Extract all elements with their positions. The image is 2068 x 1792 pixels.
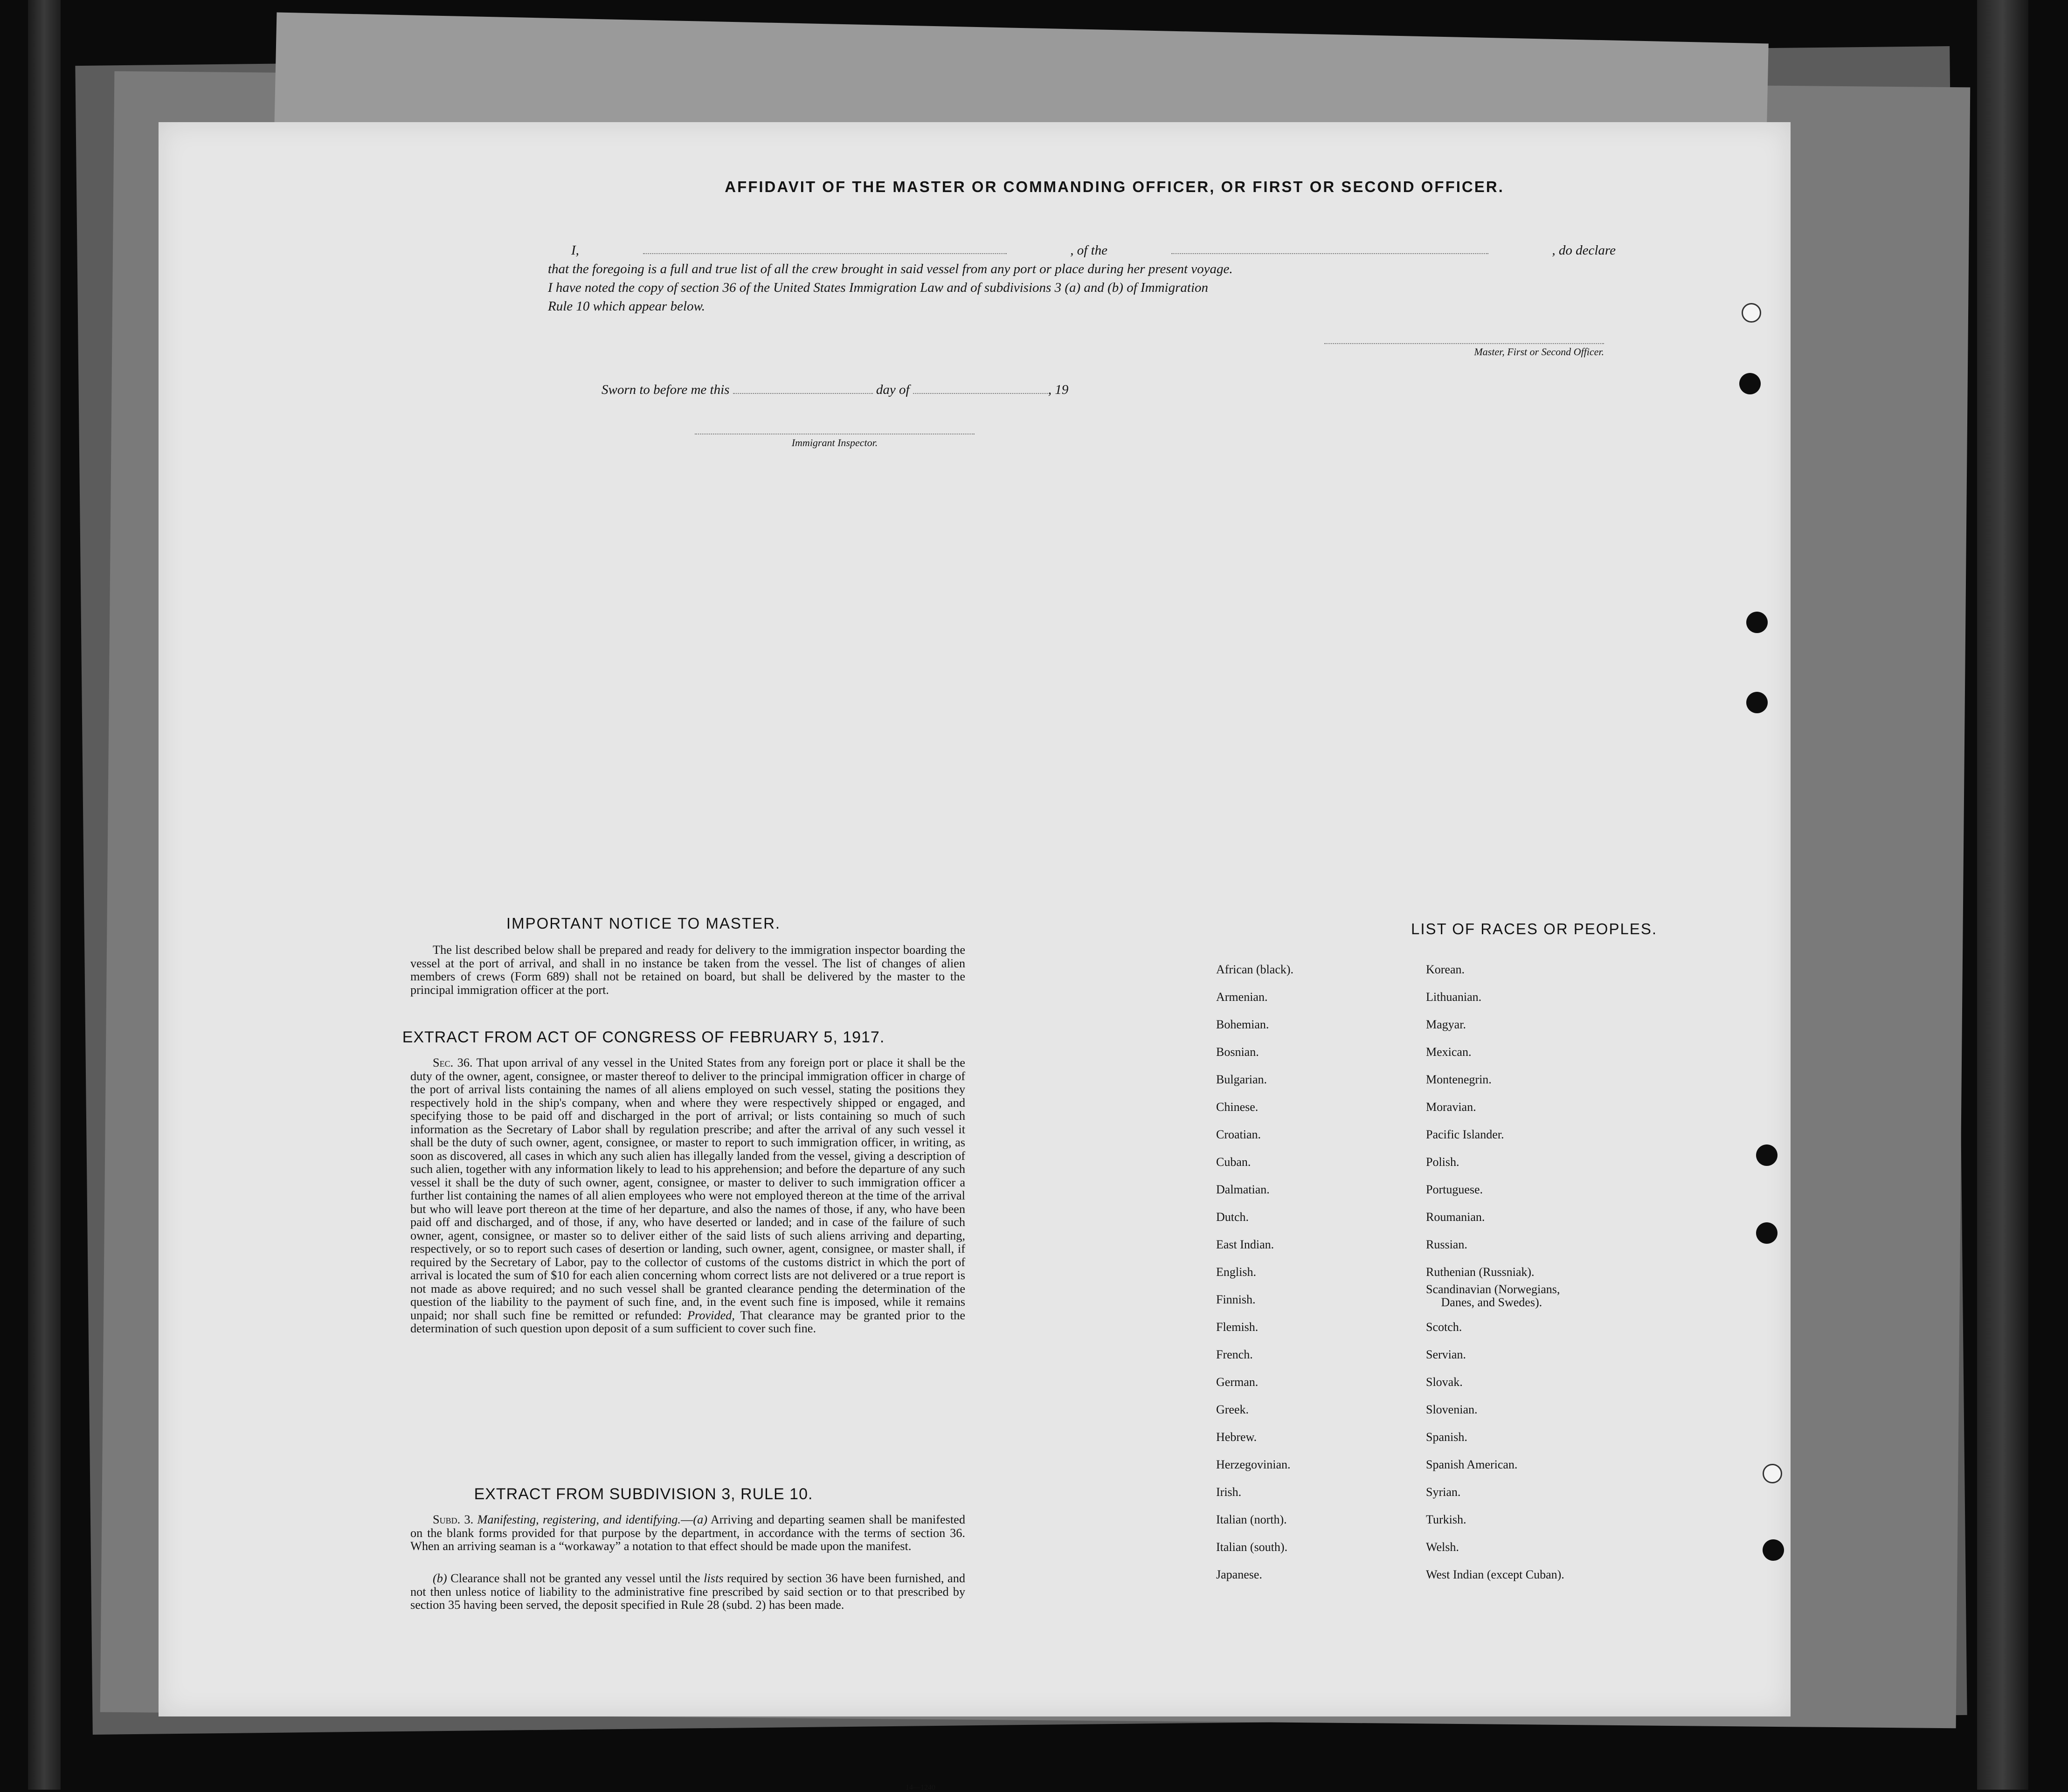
rule-extract-title: EXTRACT FROM SUBDIVISION 3, RULE 10. (474, 1485, 813, 1503)
race-item: Moravian. (1426, 1100, 1476, 1114)
race-item: Italian (south). (1216, 1540, 1288, 1554)
subd-b-body-end: required by section 36 have been furnished, and not then unless notice of liability to the administrative fine prescribed by said section or to that prescribed by section 35 having been served, the deposit specified in Rule 28 (subd. 2) has been made. (410, 1571, 966, 1612)
race-item: Finnish. (1216, 1293, 1256, 1306)
section-36-body: That upon arrival of any vessel in the United States from any foreign port or place it shall be the duty of the owner, agent, consignee, or master thereof to deliver to the principal immigration officer in charge of the port of arrival lists containing the names of all aliens employed on such vessel, stating the positions they respectively hold in the ship's company, when and where they were respectively shipped or engaged, and specifying those to be paid off and discharged in the port of arrival; or lists containing so much of such information as the Secretary of Labor shall by regulation prescribe; and after the arrival of any such vessel it shall be the duty of such owner, agent, consignee, or master to report to such immigration officer, in writing, as soon as discovered, all cases in which any such alien has illegally landed from the vessel, giving a description of such alien, together with any information likely to lead to his apprehension; and before the departure of any such vessel it shall be the duty of such owner, agent, consignee, or master to deliver to such immigration officer a further list containing the names of all alien employees who were not employed thereon at the time of the arrival but who will leave port thereon at the time of her departure, and also the names of those, if any, who have been paid off and discharged, and of those, if any, who have deserted or landed; and in case of the failure of such owner, agent, consignee, or master so to deliver either of the said lists of such aliens arriving and departing, respectively, or so to report such cases of desertion or landing, such owner, agent, consignee, or master shall, if required by the Secretary of Labor, pay to the collector of customs of the customs district in which the port of arrival is located the sum of $10 for each alien concerning whom correct lists are not delivered or a true report is not made as above required; and no such vessel shall be granted clearance pending the determination of the question of the liability to the payment of such fine, and, in the event such fine is imposed, while it remains unpaid; nor shall such fine be remitted or refunded: (410, 1056, 965, 1322)
race-item: Flemish. (1216, 1320, 1259, 1334)
race-item: Syrian. (1426, 1485, 1461, 1499)
race-item: Portuguese. (1426, 1183, 1483, 1196)
race-item: Japanese. (1216, 1568, 1262, 1581)
subd-b-label: (b) (433, 1571, 447, 1585)
race-item: Irish. (1216, 1485, 1242, 1499)
race-item: Polish. (1426, 1155, 1459, 1169)
provided-word: Provided, (687, 1308, 735, 1322)
race-item: Bohemian. (1216, 1018, 1269, 1031)
notice-text (410, 944, 965, 997)
section-36-body-end: That clearance may be granted prior to the determination of such question upon deposit of a sum sufficient to cover such fine. (410, 1308, 965, 1335)
vessel-name-field[interactable] (1171, 241, 1488, 254)
officer-name-field[interactable] (643, 241, 1007, 254)
sworn-year-prefix: , 19 (1048, 382, 1069, 397)
race-item: Russian. (1426, 1238, 1467, 1251)
rule-10-subd-a: Subd. 3. Manifesting, registering, and identifying.—(a) Arriving and departing seamen shall be manifested on the blank forms provided for that purpose by the department, in accordance with the terms of section 36. When an arriving seaman is a “workaway” a notation to that effect should be made upon the manifest. (410, 1513, 965, 1553)
sworn-day-field[interactable] (733, 381, 873, 394)
affidavit-line: that the foregoing is a full and true list of all the crew brought in said vessel from any port or place during her present voyage. (548, 262, 1233, 276)
race-item: Korean. (1426, 963, 1465, 976)
section-36-text (410, 1056, 965, 1336)
race-item: Slovenian. (1426, 1403, 1478, 1416)
subd-a-body: Arriving and departing seamen shall be manifested on the blank forms provided for that purpose by the department, in accordance with the terms of section 36. When an arriving seaman is a “workaway” a notation to that effect should be made upon the manifest. (410, 1513, 965, 1553)
section-label: Sec. 36. (433, 1056, 473, 1069)
inspector-caption: Immigrant Inspector. (791, 437, 878, 448)
sworn-month-field[interactable] (913, 381, 1048, 394)
race-item: Welsh. (1426, 1540, 1459, 1554)
punch-hole (1763, 1539, 1784, 1561)
subd-label: Subd. 3. (433, 1513, 474, 1526)
race-item: Spanish American. (1426, 1458, 1518, 1471)
scan-edge-right (1977, 0, 2028, 1790)
race-item: Montenegrin. (1426, 1073, 1492, 1086)
affidavit-line: Rule 10 which appear below. (548, 299, 705, 314)
race-item: English. (1216, 1265, 1256, 1279)
affidavit-i: I, (571, 243, 579, 258)
act-extract-title: EXTRACT FROM ACT OF CONGRESS OF FEBRUARY 5, 1917. (402, 1028, 885, 1046)
race-item: Lithuanian. (1426, 990, 1482, 1004)
race-item: Pacific Islander. (1426, 1128, 1504, 1141)
affidavit-do-declare: , do declare (1552, 243, 1616, 258)
sworn-text: Sworn to before me this (602, 382, 730, 397)
race-item: Bosnian. (1216, 1045, 1259, 1059)
race-item: Hebrew. (1216, 1430, 1257, 1444)
notice-title: IMPORTANT NOTICE TO MASTER. (506, 915, 781, 932)
race-item: Croatian. (1216, 1128, 1261, 1141)
officer-signature-field[interactable] (1324, 331, 1604, 344)
race-item: Mexican. (1426, 1045, 1472, 1059)
race-item: Roumanian. (1426, 1210, 1485, 1224)
punch-hole (1756, 1222, 1778, 1244)
punch-hole (1746, 692, 1768, 713)
subd-b-lists: lists (704, 1571, 724, 1585)
race-item: Chinese. (1216, 1100, 1259, 1114)
manifest-page (159, 122, 1791, 1792)
punch-hole (1763, 1464, 1782, 1483)
affidavit-declaration-line (548, 241, 1616, 260)
race-item: German. (1216, 1375, 1259, 1389)
races-title: LIST OF RACES OR PEOPLES. (1411, 920, 1658, 937)
race-item: Servian. (1426, 1348, 1466, 1361)
race-item: Herzegovinian. (1216, 1458, 1291, 1471)
race-item: East Indian. (1216, 1238, 1274, 1251)
race-item: Bulgarian. (1216, 1073, 1267, 1086)
rule-10-subd-b (410, 1572, 965, 1612)
race-item: Scotch. (1426, 1320, 1462, 1334)
subd-a-label: (a) (693, 1513, 707, 1526)
race-item: African (black). (1216, 963, 1294, 976)
affidavit-of-the: , of the (1070, 243, 1108, 258)
race-item: French. (1216, 1348, 1253, 1361)
sworn-line (602, 381, 1301, 398)
race-item: Scandinavian (Norwegians, Danes, and Swedes). (1426, 1282, 1560, 1309)
punch-hole (1756, 1144, 1778, 1166)
scan-edge-left (28, 0, 61, 1790)
subd-b-body: Clearance shall not be granted any vessel until the (450, 1571, 700, 1585)
race-item: West Indian (except Cuban). (1426, 1568, 1564, 1581)
sworn-day-of: day of (876, 382, 910, 397)
punch-hole (1746, 612, 1768, 633)
race-item: Magyar. (1426, 1018, 1466, 1031)
race-item: Slovak. (1426, 1375, 1463, 1389)
form-number: 14—1240 (906, 1784, 935, 1792)
inspector-signature-field[interactable] (695, 421, 975, 434)
race-item: Spanish. (1426, 1430, 1467, 1444)
race-item: Ruthenian (Russniak). (1426, 1265, 1535, 1279)
punch-hole (1742, 303, 1761, 323)
race-item: Greek. (1216, 1403, 1249, 1416)
race-item: Dutch. (1216, 1210, 1249, 1224)
subd-heading: Manifesting, registering, and identifying. (477, 1513, 681, 1526)
race-item: Italian (north). (1216, 1513, 1287, 1526)
race-item: Cuban. (1216, 1155, 1251, 1169)
race-item: Armenian. (1216, 990, 1268, 1004)
punch-hole (1739, 373, 1761, 394)
affidavit-title: AFFIDAVIT OF THE MASTER OR COMMANDING OFFICER, OR FIRST OR SECOND OFFICER. (725, 178, 1504, 195)
signature-caption: Master, First or Second Officer. (1474, 346, 1604, 358)
affidavit-statement (548, 241, 1616, 316)
notice-body: The list described below shall be prepared and ready for delivery to the immigration inspector boarding the vessel at the port of arrival, and shall in no instance be taken from the vessel. The list of changes of alien members of crews (Form 689) shall not be retained on board, but shall be delivered by the master to the principal immigration officer at the port. (410, 943, 965, 997)
race-item: Turkish. (1426, 1513, 1466, 1526)
affidavit-line: I have noted the copy of section 36 of the United States Immigration Law and of subdivisions 3 (a) and (b) of Immigration (548, 280, 1209, 295)
race-item: Dalmatian. (1216, 1183, 1270, 1196)
